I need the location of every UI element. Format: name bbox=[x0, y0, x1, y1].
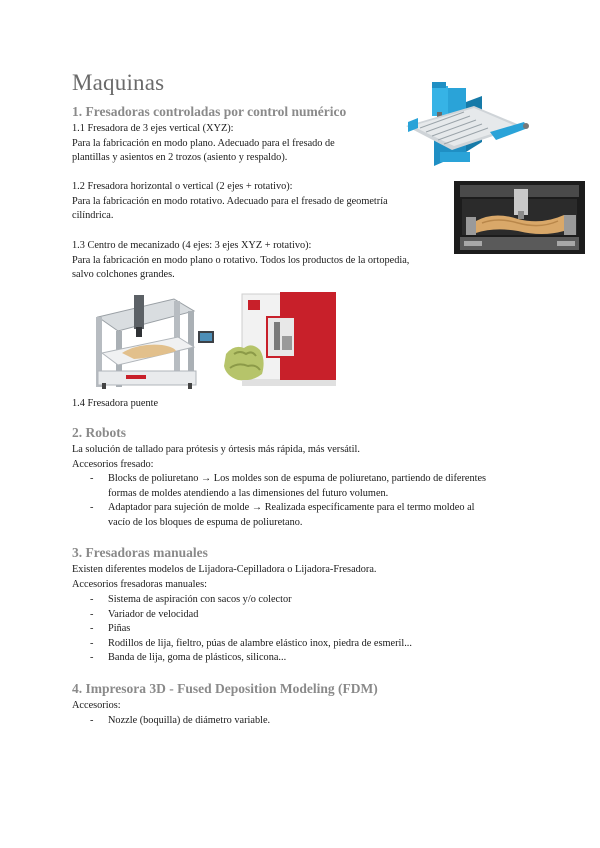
section-3-heading: 3. Fresadoras manuales bbox=[72, 545, 208, 560]
text-line: cilíndrica. bbox=[72, 210, 114, 222]
text-line: Para la fabricación en modo rotativo. Adecuado para el fresado de geometría bbox=[72, 195, 388, 207]
section-4-heading: 4. Impresora 3D - Fused Deposition Modeling (FDM) bbox=[72, 681, 378, 696]
section-3-intro bbox=[72, 563, 542, 592]
section-2-list bbox=[72, 472, 542, 530]
text-line: Accesorios fresado: bbox=[72, 458, 154, 470]
vertical-mill-image bbox=[404, 82, 530, 168]
list-item: - Banda de lija, goma de plásticos, silicona... bbox=[72, 651, 542, 666]
text-line: salvo colchones grandes. bbox=[72, 269, 175, 281]
text-line: 1.3 Centro de mecanizado (4 ejes: 3 ejes XYZ + rotativo): bbox=[72, 240, 312, 251]
list-item: - Variador de velocidad bbox=[72, 608, 542, 623]
text-line: La solución de tallado para prótesis y órtesis más rápida, más versátil. bbox=[72, 444, 360, 455]
section-1-paragraph-4: 1.4 Fresadora puente bbox=[72, 398, 159, 409]
section-2-intro bbox=[72, 443, 542, 472]
text-line: - Adaptador para sujeción de molde → Realizada específicamente para el termo moldeo al bbox=[108, 502, 475, 514]
horizontal-mill-image bbox=[454, 181, 585, 254]
text-line: formas de moldes atendiendo a las dimensiones del futuro volumen. bbox=[108, 487, 389, 499]
text-line: Existen diferentes modelos de Lijadora-Cepilladora o Lijadora-Fresadora. bbox=[72, 564, 377, 575]
text-line: Para la fabricación en modo plano o rotativo. Todos los productos de la ortopedia, bbox=[72, 254, 410, 266]
bridge-mill-image bbox=[78, 291, 215, 391]
text-line: 1.2 Fresadora horizontal o vertical (2 ejes + rotativo): bbox=[72, 181, 293, 192]
page-title: Maquinas bbox=[72, 70, 165, 95]
machining-center-image bbox=[222, 290, 338, 390]
text-line: plantillas y asientos en 2 trozos (asiento y respaldo). bbox=[72, 152, 288, 164]
section-2-heading: 2. Robots bbox=[72, 425, 127, 440]
text-line: vacío de los bloques de espuma de poliuretano. bbox=[108, 516, 303, 528]
list-item: - Piñas bbox=[72, 622, 542, 637]
text-line: 1.1 Fresadora de 3 ejes vertical (XYZ): bbox=[72, 123, 234, 134]
section-3-list bbox=[72, 593, 542, 666]
text-line: Para la fabricación en modo plano. Adecuado para el fresado de bbox=[72, 137, 335, 149]
text-line: - Blocks de poliuretano → Los moldes son de espuma de poliuretano, partiendo de diferentes bbox=[108, 473, 487, 484]
list-item bbox=[72, 501, 542, 530]
section-4-list bbox=[72, 714, 542, 729]
section-1-paragraph-3 bbox=[72, 239, 452, 283]
section-1-paragraph-1 bbox=[72, 122, 402, 166]
list-item: - Nozzle (boquilla) de diámetro variable. bbox=[72, 714, 542, 729]
list-item bbox=[72, 472, 542, 501]
section-4-intro: Accesorios: bbox=[72, 700, 121, 711]
section-1-heading: 1. Fresadoras controladas por control numérico bbox=[72, 104, 347, 119]
section-1-paragraph-2 bbox=[72, 180, 462, 224]
list-item: - Rodillos de lija, fieltro, púas de alambre elástico inox, piedra de esmeril... bbox=[72, 637, 542, 652]
text-line: Accesorios fresadoras manuales: bbox=[72, 578, 207, 590]
list-item: - Sistema de aspiración con sacos y/o colector bbox=[72, 593, 542, 608]
